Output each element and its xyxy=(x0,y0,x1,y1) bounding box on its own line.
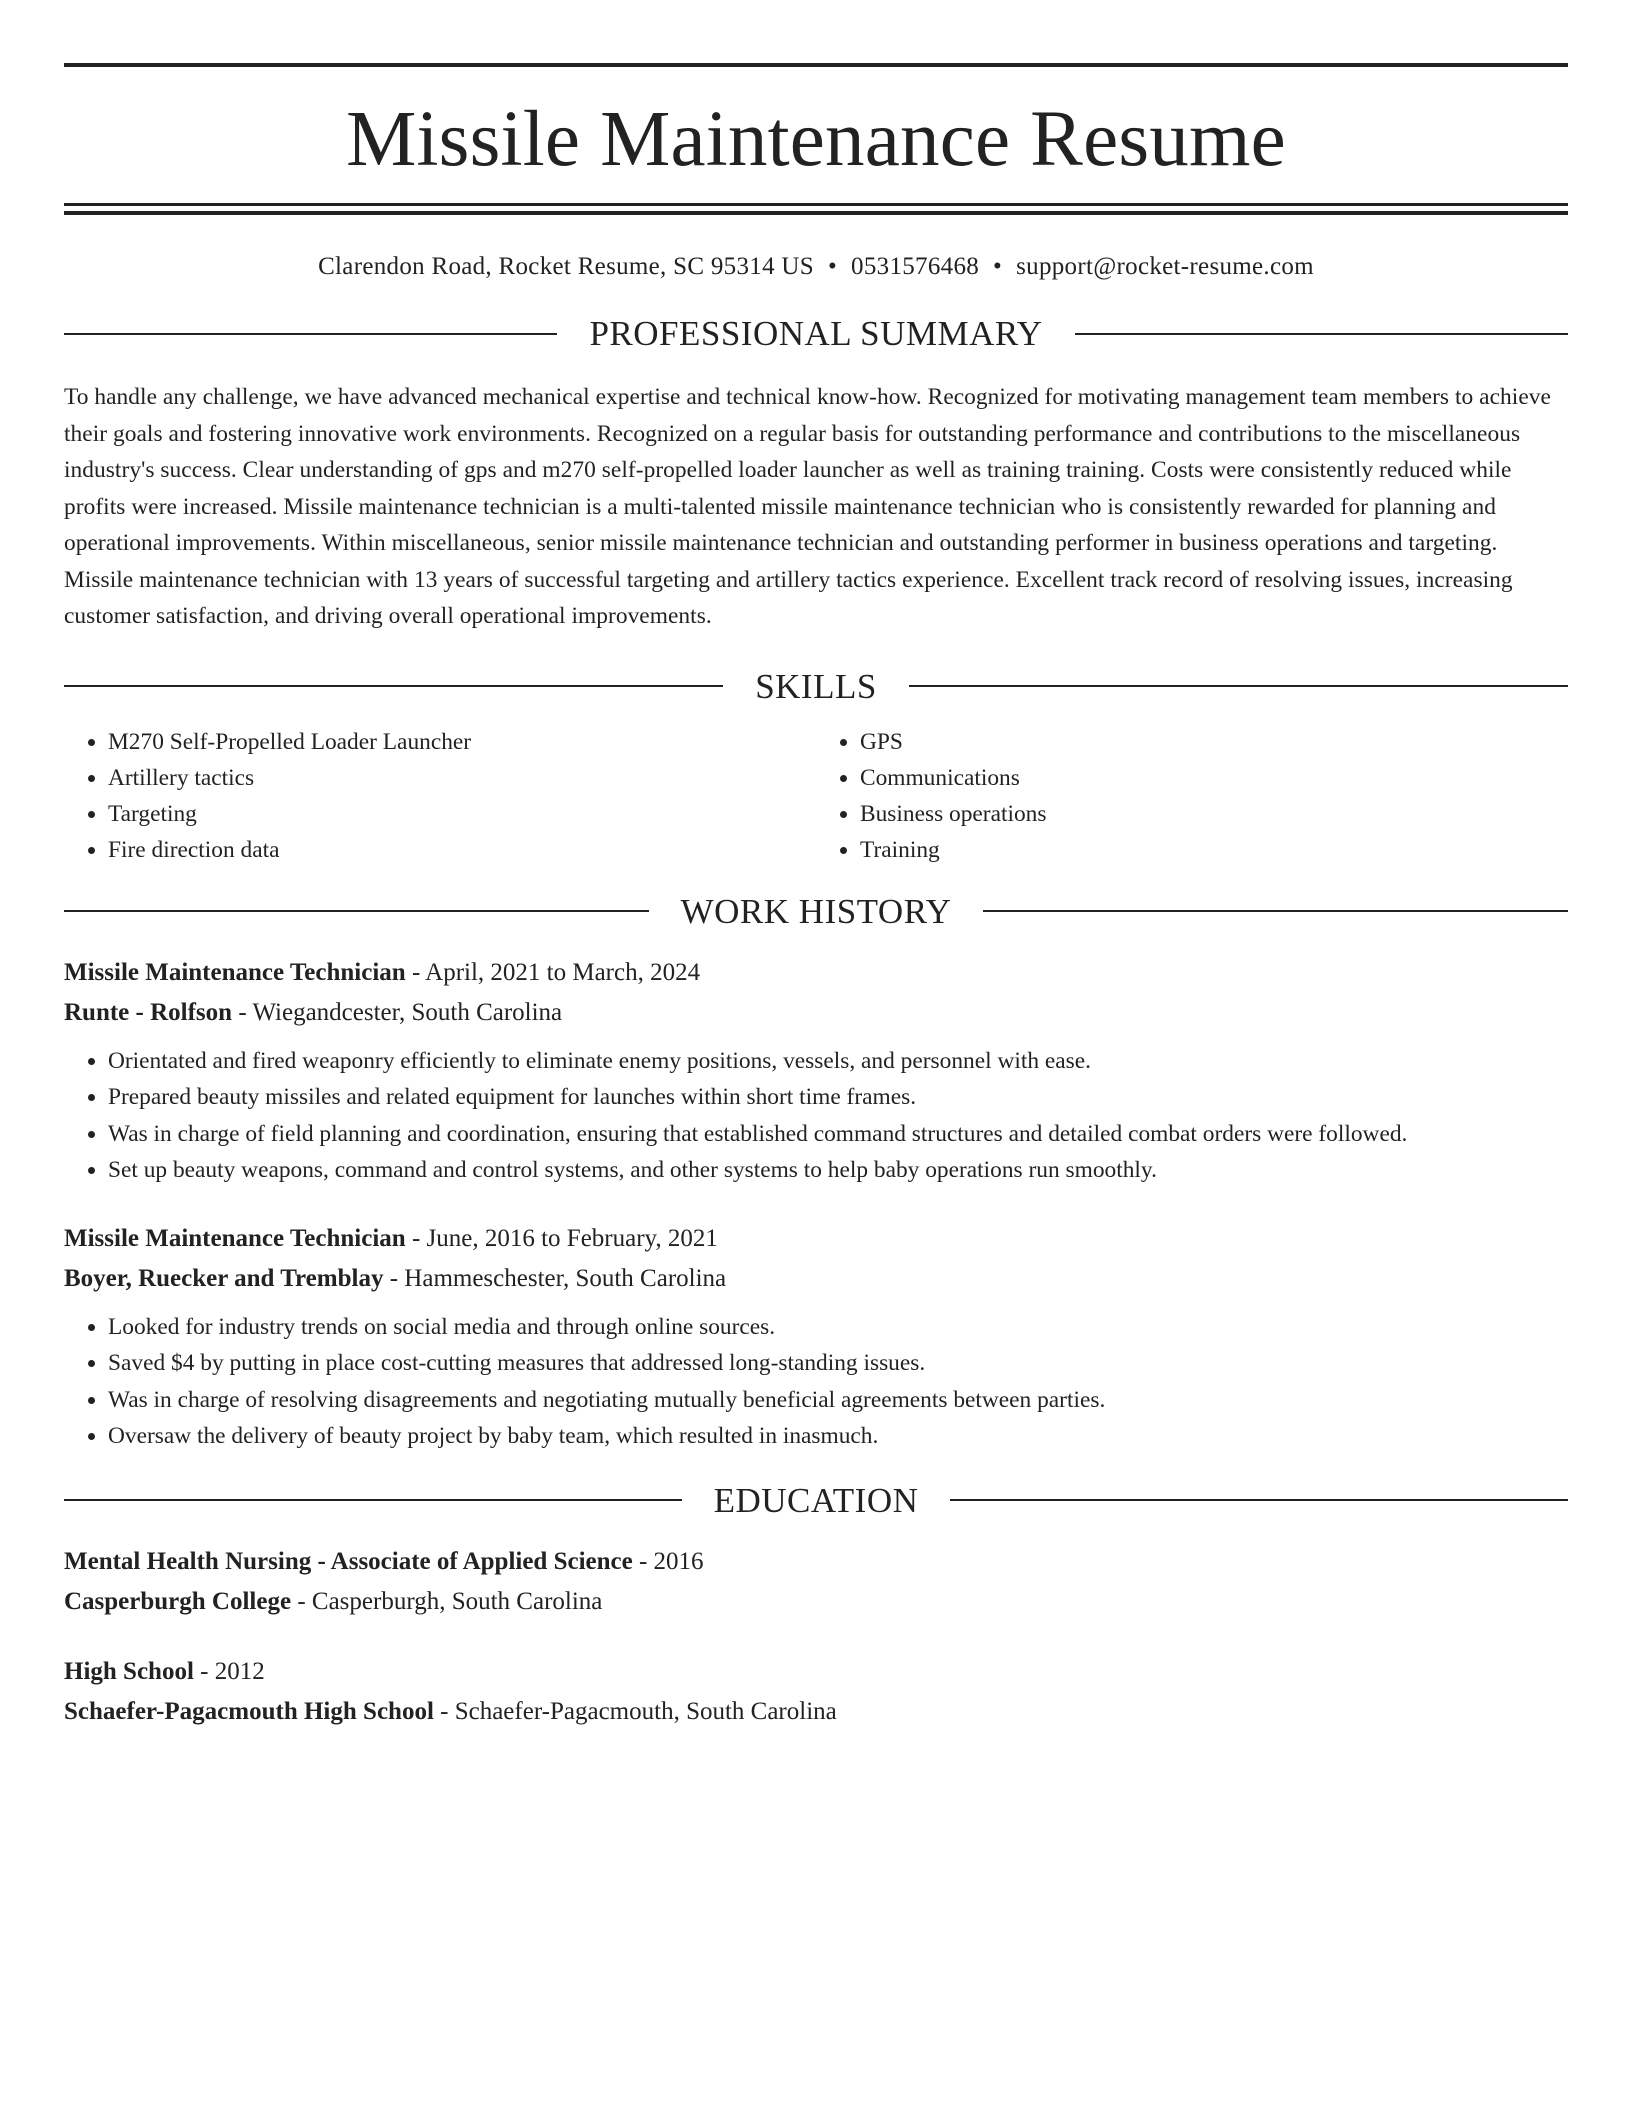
contact-line xyxy=(64,252,1568,282)
education-heading: EDUCATION xyxy=(713,1480,919,1520)
education-degree-line xyxy=(64,1652,1568,1692)
job-bullet: • Looked for industry trends on social media and through online sources. xyxy=(108,1309,1568,1346)
job-bullet: • Was in charge of resolving disagreements and negotiating mutually beneficial agreements between parties. xyxy=(108,1382,1568,1419)
job-bullet: • Set up beauty weapons, command and control systems, and other systems to help baby operations run smoothly. xyxy=(108,1152,1568,1189)
summary-section-header xyxy=(64,316,1568,351)
education-school-line xyxy=(64,1582,1568,1622)
job-company: Boyer, Ruecker and Tremblay xyxy=(64,1264,384,1292)
top-rule xyxy=(64,63,1568,67)
contact-separator: • xyxy=(993,253,1003,280)
work-section-header xyxy=(64,891,1568,931)
contact-phone: 0531576468 xyxy=(851,253,980,280)
job-location: - Hammeschester, South Carolina xyxy=(383,1264,727,1292)
education-degree: Mental Health Nursing - Associate of Applied Science xyxy=(64,1547,633,1575)
contact-email: support@rocket-resume.com xyxy=(1016,253,1314,280)
skill-item: • GPS xyxy=(860,724,1568,760)
skills-heading: SKILLS xyxy=(755,666,877,706)
job-title: Missile Maintenance Technician xyxy=(64,1224,406,1252)
job-title: Missile Maintenance Technician xyxy=(64,958,406,986)
job-bullet: • Oversaw the delivery of beauty project by baby team, which resulted in inasmuch. xyxy=(108,1418,1568,1455)
skill-item: • Training xyxy=(860,832,1568,868)
education-degree-line xyxy=(64,1542,1568,1582)
contact-separator: • xyxy=(827,253,838,280)
job-company: Runte - Rolfson xyxy=(64,998,233,1026)
skill-item: • Targeting xyxy=(108,796,816,832)
education-entry xyxy=(64,1542,1568,1622)
divider-line xyxy=(1075,333,1568,335)
divider-line xyxy=(909,685,1568,687)
job-bullets xyxy=(64,1043,1568,1189)
job-bullet: • Prepared beauty missiles and related equipment for launches within short time frames. xyxy=(108,1079,1568,1116)
job-dates: - April, 2021 to March, 2024 xyxy=(405,958,701,986)
page-title: Missile Maintenance Resume xyxy=(346,96,1286,183)
skills-list xyxy=(64,724,1568,868)
job-bullet: • Was in charge of field planning and coordination, ensuring that established command structures and detailed combat orders were followed. xyxy=(108,1116,1568,1153)
skill-item: • Communications xyxy=(860,760,1568,796)
skills-column-left xyxy=(64,724,816,868)
summary-text: To handle any challenge, we have advanced mechanical expertise and technical know-how. Recognized for motivating management team members to achieve their goals and fostering innovative work environments. Recognized on a regular basis for outstanding performance and contributions to the miscellaneous industry's success. Clear understanding of gps and m270 self-propelled loader launcher as well as training training. Costs were consistently reduced while profits were increased. Missile maintenance technician is a multi-talented missile maintenance technician who is consistently rewarded for planning and operational improvements. Within miscellaneous, senior missile maintenance technician and outstanding performer in business operations and targeting. Missile maintenance technician with 13 years of successful targeting and artillery tactics experience. Excellent track record of resolving issues, increasing customer satisfaction, and driving overall operational improvements. xyxy=(64,384,1551,629)
job-bullet: • Saved $4 by putting in place cost-cutting measures that addressed long-standing issues. xyxy=(108,1345,1568,1382)
education-section-header xyxy=(64,1480,1568,1520)
education-school: Casperburgh College xyxy=(64,1587,292,1615)
job-location: - Wiegandcester, South Carolina xyxy=(232,998,563,1026)
skills-section-header xyxy=(64,666,1568,706)
education-location: - Schaefer-Pagacmouth, South Carolina xyxy=(433,1697,837,1725)
summary-heading: PROFESSIONAL SUMMARY xyxy=(589,314,1043,353)
work-heading: WORK HISTORY xyxy=(680,891,952,931)
education-year: - 2012 xyxy=(193,1657,265,1685)
job-entry xyxy=(64,953,1568,1189)
education-year: - 2016 xyxy=(632,1547,704,1575)
education-entry xyxy=(64,1652,1568,1732)
education-location: - Casperburgh, South Carolina xyxy=(291,1587,603,1615)
skill-item: • Business operations xyxy=(860,796,1568,832)
job-title-line xyxy=(64,953,1568,993)
skill-item: • Fire direction data xyxy=(108,832,816,868)
skills-column-right xyxy=(816,724,1568,868)
divider-line xyxy=(64,685,723,687)
contact-address: Clarendon Road, Rocket Resume, SC 95314 US xyxy=(318,253,814,280)
divider-line xyxy=(64,1499,682,1501)
skill-item: • M270 Self-Propelled Loader Launcher xyxy=(108,724,816,760)
job-company-line xyxy=(64,1259,1568,1299)
divider-line xyxy=(950,1499,1568,1501)
education-school-line xyxy=(64,1692,1568,1732)
divider-line xyxy=(64,333,557,335)
divider-line xyxy=(983,910,1568,912)
education-school: Schaefer-Pagacmouth High School xyxy=(64,1697,434,1725)
job-bullets xyxy=(64,1309,1568,1455)
job-dates: - June, 2016 to February, 2021 xyxy=(405,1224,718,1252)
job-company-line xyxy=(64,993,1568,1033)
divider-line xyxy=(64,910,649,912)
job-title-line xyxy=(64,1219,1568,1259)
education-degree: High School xyxy=(64,1657,194,1685)
job-entry xyxy=(64,1219,1568,1455)
title-double-rule xyxy=(64,203,1568,215)
skill-item: • Artillery tactics xyxy=(108,760,816,796)
job-bullet: • Orientated and fired weaponry efficiently to eliminate enemy positions, vessels, and personnel with ease. xyxy=(108,1043,1568,1080)
